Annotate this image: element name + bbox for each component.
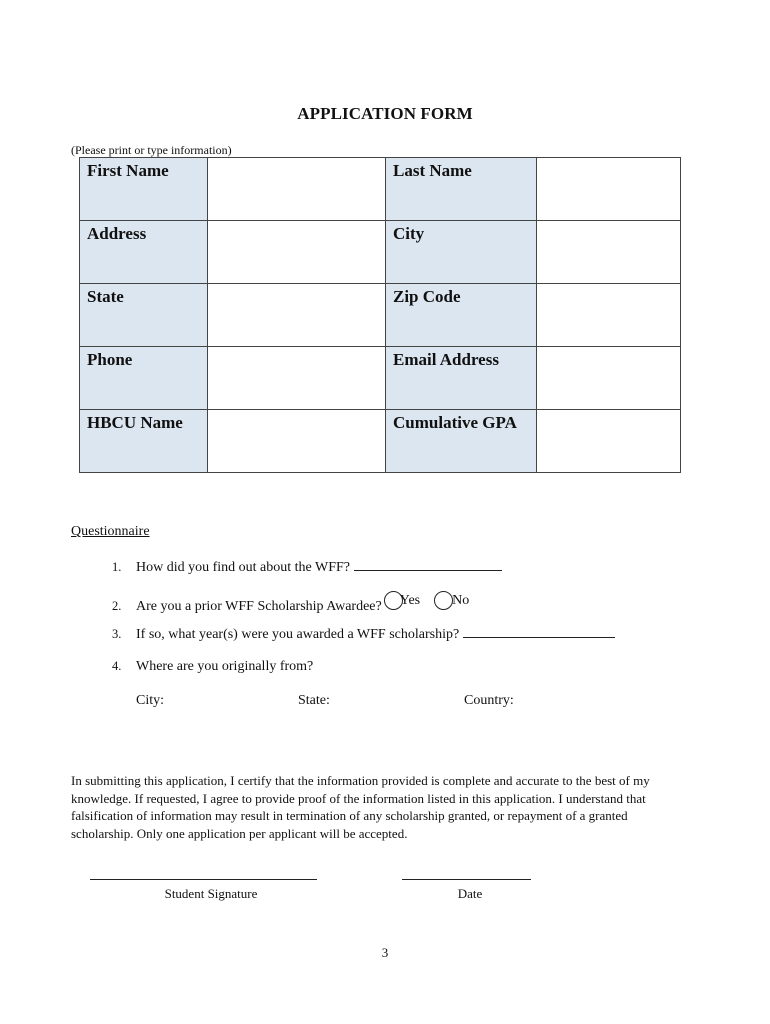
state-label: State xyxy=(80,284,208,347)
question-1-answer-line[interactable] xyxy=(354,558,502,571)
applicant-info-table xyxy=(79,157,681,473)
page-number: 3 xyxy=(381,945,389,960)
yes-radio-option[interactable] xyxy=(382,591,420,610)
last-name-label: Last Name xyxy=(386,158,537,221)
student-signature-line[interactable] xyxy=(90,879,317,880)
table-row xyxy=(80,410,681,473)
question-number: 2. xyxy=(112,599,122,613)
zip-code-label: Zip Code xyxy=(386,284,537,347)
phone-label: Phone xyxy=(80,347,208,410)
state-field[interactable] xyxy=(208,284,385,346)
email-label: Email Address xyxy=(386,347,537,410)
yes-label: Yes xyxy=(399,592,421,608)
hbcu-name-label: HBCU Name xyxy=(80,410,208,473)
certification-statement: In submitting this application, I certify that the information provided is complete and accurate to the best of my knowledge. If requested, I agree to provide proof of the information listed in this application. I understand that falsification of information may result in termination of any scholarship granted, or repayment of a granted scholarship. Only one application per applicant will be accepted. xyxy=(71,773,650,841)
question-2-text: Are you a prior WFF Scholarship Awardee? xyxy=(136,599,382,614)
origin-state-label: State: xyxy=(298,693,330,708)
phone-field[interactable] xyxy=(208,347,385,409)
table-row xyxy=(80,284,681,347)
question-2 xyxy=(112,591,469,615)
question-1-text: How did you find out about the WFF? xyxy=(136,560,351,575)
date-line[interactable] xyxy=(402,879,531,880)
first-name-field[interactable] xyxy=(208,158,385,220)
city-field[interactable] xyxy=(537,221,680,283)
address-field[interactable] xyxy=(208,221,385,283)
origin-country-label: Country: xyxy=(464,693,514,708)
question-1 xyxy=(112,558,502,576)
page-title: APPLICATION FORM xyxy=(297,104,473,123)
zip-code-field[interactable] xyxy=(537,284,680,346)
question-number: 3. xyxy=(112,627,122,641)
email-field[interactable] xyxy=(537,347,680,409)
gpa-label: Cumulative GPA xyxy=(386,410,537,473)
question-3-answer-line[interactable] xyxy=(463,625,615,638)
question-3-text: If so, what year(s) were you awarded a WFF scholarship? xyxy=(136,627,460,642)
question-4 xyxy=(112,659,313,675)
origin-city-label: City: xyxy=(136,693,165,708)
gpa-field[interactable] xyxy=(537,410,680,472)
last-name-field[interactable] xyxy=(537,158,680,220)
print-instruction: (Please print or type information) xyxy=(71,143,232,157)
first-name-label: First Name xyxy=(80,158,208,221)
no-radio-option[interactable] xyxy=(432,591,469,610)
question-3 xyxy=(112,625,615,643)
question-number: 4. xyxy=(112,659,122,673)
address-label: Address xyxy=(80,221,208,284)
no-radio-button[interactable] xyxy=(434,591,453,610)
date-label: Date xyxy=(457,886,483,901)
no-label: No xyxy=(452,592,470,608)
table-row xyxy=(80,221,681,284)
question-number: 1. xyxy=(112,560,122,574)
questionnaire-heading: Questionnaire xyxy=(71,524,150,539)
table-row xyxy=(80,347,681,410)
student-signature-label: Student Signature xyxy=(164,886,258,901)
city-label: City xyxy=(386,221,537,284)
hbcu-name-field[interactable] xyxy=(208,410,385,472)
question-4-text: Where are you originally from? xyxy=(136,659,314,674)
table-row xyxy=(80,158,681,221)
